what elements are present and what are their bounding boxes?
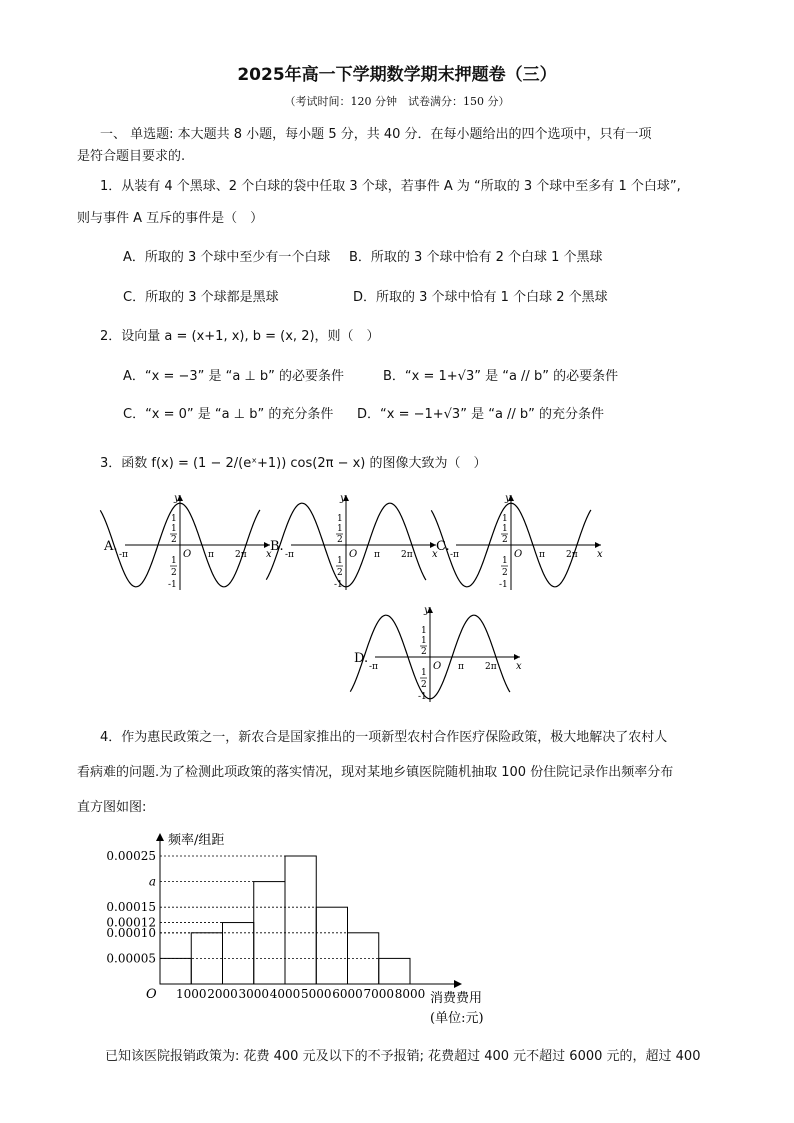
x-axis-label: x [597,549,603,560]
graph-c [431,493,603,590]
q3-stem: 3．函数 f(x) = (1 − 2/(eˣ+1)) cos(2π − x) 的图像大致为（ ） [100,456,487,471]
q4-stem: 4．作为惠民政策之一，新农合是国家推出的一项新型农村合作医疗保险政策，极大地解决了农村人 [100,730,668,745]
option-label: C. [436,539,450,554]
x-tick-label: 3000 [238,987,270,1001]
x-axis-title: 消费费用 [430,991,483,1006]
x-axis-arrow [514,654,520,660]
q1-option-c: C．所取的 3 个球都是黑球 [123,290,279,305]
y-tick-label: 0.00010 [106,925,156,940]
tick-label: 1 [337,524,343,534]
exam-info: （考试时间：120 分钟 试卷满分：150 分） [284,95,510,108]
y-tick-label: 0.00012 [106,915,156,930]
x-tick-label: 4000 [269,987,301,1001]
x-axis-label: x [266,549,272,560]
y-axis-label: y [174,493,180,504]
x-tick-label: 5000 [300,987,332,1001]
y-tick-label: 0.00005 [106,951,156,966]
origin-label: O [433,661,442,672]
tick-label: 1 [337,514,343,524]
y-axis-arrow [156,833,164,841]
tick-label: 2 [171,568,177,578]
tick-label: 2π [485,662,497,672]
y-tick-label: a [148,874,156,889]
tick-label: 2π [235,550,247,560]
tick-label: 1 [171,514,177,524]
histogram-bar [160,958,191,984]
tick-label: π [374,550,380,560]
tick-label: 2 [421,680,427,690]
x-tick-label: 2000 [207,987,238,1001]
x-axis-label: x [516,661,522,672]
histogram-bar [223,923,254,984]
tick-label: 2π [566,550,578,560]
q1-option-b: B．所取的 3 个球中恰有 2 个白球 1 个黑球 [349,250,603,265]
tick-label: 2 [337,568,343,578]
origin-label: O [349,549,358,560]
y-axis-label: y [340,493,346,504]
tick-label: 1 [502,524,508,534]
y-axis-label: y [505,493,511,504]
tick-label: 2 [502,568,508,578]
tick-label: -π [285,550,294,560]
y-tick-label: 0.00015 [106,900,156,915]
x-tick-label: 8000 [394,987,426,1001]
tick-label: 1 [502,556,508,566]
q4-policy: 已知该医院报销政策为: 花费 400 元及以下的不予报销; 花费超过 400 元不超过 6000 元的，超过 400 [105,1049,701,1064]
option-label: B. [270,539,284,554]
tick-label: -π [369,662,378,672]
histogram [0,820,794,1040]
section-heading-cont: 是符合题目要求的. [77,149,186,164]
tick-label: 1 [421,636,427,646]
q1-stem-cont: 则与事件 A 互斥的事件是（ ） [77,211,264,226]
graph-d [350,605,522,702]
q3-graphs [0,480,794,710]
tick-label: -1 [499,580,508,590]
y-axis-title: 频率/组距 [168,833,225,848]
q1-stem: 1．从装有 4 个黑球、2 个白球的袋中任取 3 个球，若事件 A 为 “所取的 3 个球中至多有 1 个白球”, [100,179,681,194]
x-axis-arrow [595,542,601,548]
tick-label: 1 [502,514,508,524]
q2-option-a: A．“x = −3” 是 “a ⊥ b” 的必要条件 [123,369,345,384]
tick-label: 1 [171,524,177,534]
x-tick-label: 1000 [175,987,207,1001]
x-tick-label: 6000 [332,987,363,1001]
x-axis-unit: (单位:元) [430,1011,484,1026]
x-axis-arrow [454,980,462,988]
x-axis-label: x [432,549,438,560]
q4-stem-cont2: 直方图如图: [77,800,147,815]
tick-label: -1 [168,580,177,590]
q2-option-d: D．“x = −1+√3” 是 “a // b” 的充分条件 [357,407,605,422]
tick-label: 1 [171,556,177,566]
origin-label: O [514,549,523,560]
tick-label: π [208,550,214,560]
q1-option-a: A．所取的 3 个球中至少有一个白球 [123,250,331,265]
origin-label: O [183,549,192,560]
histogram-bar [379,958,410,984]
q4-stem-cont1: 看病难的问题.为了检测此项政策的落实情况，现对某地乡镇医院随机抽取 100 份住院记录作出频率分布 [77,765,674,780]
origin-label: O [146,987,157,1002]
q2-stem: 2．设向量 a = (x+1, x), b = (x, 2)，则（ ） [100,329,380,344]
tick-label: 2 [337,535,343,545]
tick-label: -π [119,550,128,560]
tick-label: 2 [421,647,427,657]
page-title: 2025年高一下学期数学期末押题卷（三） [237,65,557,85]
tick-label: 1 [421,668,427,678]
tick-label: 2 [502,535,508,545]
option-label: D. [354,651,369,666]
graph-b [266,493,438,590]
tick-label: 2 [171,535,177,545]
graph-a [100,493,272,590]
x-tick-label: 7000 [363,987,395,1001]
tick-label: 2π [401,550,413,560]
tick-label: π [458,662,464,672]
histogram-bar [316,907,347,984]
option-label: A. [104,539,118,554]
y-tick-label: 0.00025 [106,849,156,863]
tick-label: -1 [418,692,427,702]
tick-label: π [539,550,545,560]
section-heading: 一、 单选题: 本大题共 8 小题，每小题 5 分，共 40 分．在每小题给出的四个选项中，只有一项 [100,127,652,142]
tick-label: 1 [421,626,427,636]
histogram-bar [285,856,316,984]
y-axis-label: y [424,605,430,616]
q2-option-c: C．“x = 0” 是 “a ⊥ b” 的充分条件 [123,407,334,422]
tick-label: -π [450,550,459,560]
q2-option-b: B．“x = 1+√3” 是 “a // b” 的必要条件 [383,369,619,384]
tick-label: 1 [337,556,343,566]
q1-option-d: D．所取的 3 个球中恰有 1 个白球 2 个黑球 [353,290,608,305]
tick-label: -1 [334,580,343,590]
